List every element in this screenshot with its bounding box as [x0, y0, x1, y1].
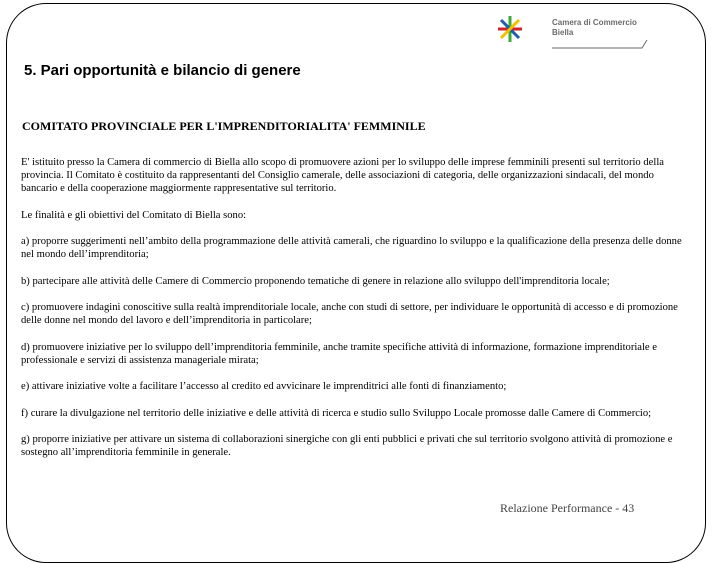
page-title: 5. Pari opportunità e bilancio di genere — [24, 62, 301, 79]
objective-a: a) proporre suggerimenti nell’ambito della programmazione delle attività camerali, che riguardino lo sviluppo e la qualificazione della presenza delle donne nel mondo dell’imprenditoria; — [21, 236, 682, 260]
page-footer: Relazione Performance - 43 — [500, 501, 635, 515]
objective-f: f) curare la divulgazione nel territorio delle iniziative e delle attività di ricerca e studio sullo Sviluppo Locale promosse dalle Camere di Commercio; — [21, 407, 652, 419]
objective-c: c) promuovere indagini conoscitive sulla realtà imprenditoriale locale, anche con studi di settore, per individuare le opportunità di accesso e di promozione delle donne nel mondo del lavoro e dell’imprenditoria in particolare; — [21, 302, 678, 326]
section-heading: COMITATO PROVINCIALE PER L'IMPRENDITORIALITA' FEMMINILE — [22, 119, 426, 133]
objective-g: g) proporre iniziative per attivare un sistema di collaborazioni sinergiche con gli enti pubblici e privati che sul territorio svolgono attività di promozione e sostegno all’imprenditoria femminile in generale. — [21, 434, 673, 458]
objective-d: d) promuovere iniziative per lo sviluppo dell’imprenditoria femminile, anche tramite specifiche attività di informazione, formazione imprenditoriale e professionale e servizi di assistenza manageriale mirata; — [21, 341, 657, 366]
objective-b: b) partecipare alle attività delle Camere di Commercio proponendo tematiche di genere in relazione allo sviluppo dell'imprenditoria locale; — [21, 275, 610, 287]
intro-paragraph: E' istituito presso la Camera di commercio di Biella allo scopo di promuovere azioni per lo sviluppo delle imprese femminili presenti sul territorio della provincia. Il Comitato è costituito da rappresentanti del Consiglio camerale, delle associazioni di categoria, delle organizzazioni sindacali, del mondo bancario e della cooperazione maggiormente rappresentative sul territorio. — [21, 157, 664, 194]
body-text — [21, 156, 691, 473]
org-name: Camera di Commercio Biella — [552, 18, 637, 37]
objectives-intro: Le finalità e gli obiettivi del Comitato di Biella sono: — [21, 209, 247, 221]
objective-e: e) attivare iniziative volte a facilitare l’accesso al credito ed avvicinare le imprenditrici alle fonti di finanziamento; — [21, 381, 507, 392]
